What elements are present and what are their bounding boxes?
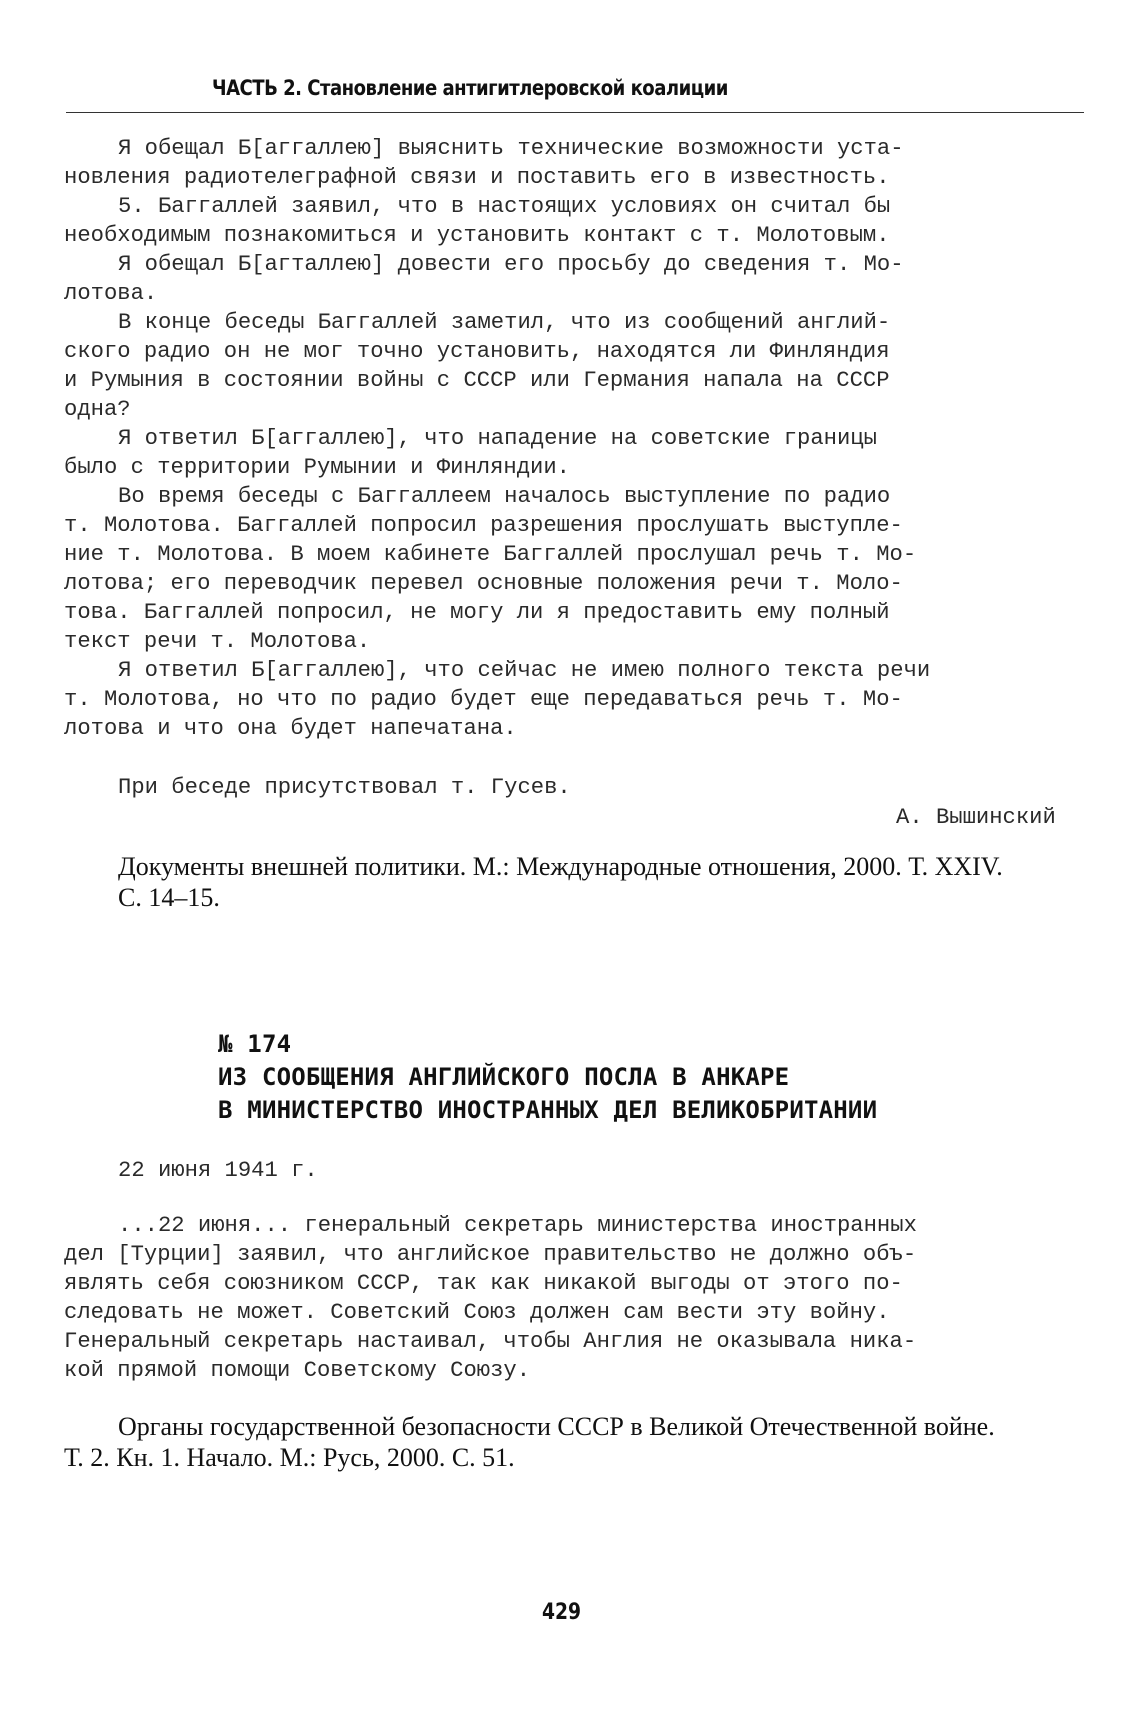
body-line: Я ответил Б[аггаллею], что сейчас не имею полного текста речи [118, 658, 931, 683]
body-line: лотова; его переводчик перевел основные положения речи т. Моло- [64, 571, 903, 596]
page-number: 429 [542, 1600, 582, 1625]
body-line: дел [Турции] заявил, что английское правительство не должно объ- [64, 1242, 917, 1267]
body-line: Во время беседы с Баггаллеем началось выступление по радио [118, 484, 891, 509]
body-line: ...22 июня... генеральный секретарь министерства иностранных [118, 1213, 917, 1238]
body-line: т. Молотова. Баггаллей попросил разрешения прослушать выступле- [64, 513, 903, 538]
present-note: При беседе присутствовал т. Гусев. [118, 775, 571, 800]
body-line: това. Баггаллей попросил, не могу ли я предоставить ему полный [64, 600, 890, 625]
running-header: ЧАСТЬ 2. Становление антигитлеровской коалиции [212, 76, 728, 100]
body-line: и Румыния в состоянии войны с СССР или Германия напала на СССР [64, 368, 890, 393]
body-line: Я обещал Б[аггаллею] выяснить технические возможности уста- [118, 136, 904, 161]
document-title-line: В МИНИСТЕРСТВО ИНОСТРАННЫХ ДЕЛ ВЕЛИКОБРИТАНИИ [218, 1096, 878, 1124]
document-title-line: ИЗ СООБЩЕНИЯ АНГЛИЙСКОГО ПОСЛА В АНКАРЕ [218, 1063, 790, 1091]
body-line: лотова и что она будет напечатана. [64, 716, 517, 741]
body-line: лотова. [64, 281, 158, 306]
body-line: новления радиотелеграфной связи и поставить его в известность. [64, 165, 890, 190]
source-citation-line: Документы внешней политики. М.: Международные отношения, 2000. Т. XXIV. [118, 852, 1003, 881]
body-line: необходимым познакомиться и установить контакт с т. Молотовым. [64, 223, 890, 248]
body-line: ского радио он не мог точно установить, находятся ли Финляндия [64, 339, 890, 364]
body-line: В конце беседы Баггаллей заметил, что из сообщений англий- [118, 310, 891, 335]
body-line: являть себя союзником СССР, так как никакой выгоды от этого по- [64, 1271, 903, 1296]
source-citation-line: С. 14–15. [118, 883, 220, 912]
body-line: Я обещал Б[агталлею] довести его просьбу до сведения т. Мо- [118, 252, 904, 277]
header-rule [66, 112, 1084, 113]
body-line: Генеральный секретарь настаивал, чтобы Англия не оказывала ника- [64, 1329, 917, 1354]
body-line: было с территории Румынии и Финляндии. [64, 455, 570, 480]
body-line: одна? [64, 397, 131, 422]
body-line: кой прямой помощи Советскому Союзу. [64, 1358, 531, 1383]
body-line: следовать не может. Советский Союз должен сам вести эту войну. [64, 1300, 890, 1325]
body-line: Я ответил Б[аггаллею], что нападение на советские границы [118, 426, 877, 451]
signature: А. Вышинский [896, 805, 1056, 830]
document-number: № 174 [218, 1030, 292, 1058]
body-line: текст речи т. Молотова. [64, 629, 371, 654]
document-date: 22 июня 1941 г. [118, 1158, 318, 1183]
body-line: ние т. Молотова. В моем кабинете Баггаллей прослушал речь т. Мо- [64, 542, 917, 567]
body-line: т. Молотова, но что по радио будет еще передаваться речь т. Мо- [64, 687, 903, 712]
body-line: 5. Баггаллей заявил, что в настоящих условиях он считал бы [118, 194, 891, 219]
source-citation-line: Т. 2. Кн. 1. Начало. М.: Русь, 2000. С. 51. [64, 1443, 515, 1472]
source-citation-line: Органы государственной безопасности СССР в Великой Отечественной войне. [118, 1412, 995, 1441]
